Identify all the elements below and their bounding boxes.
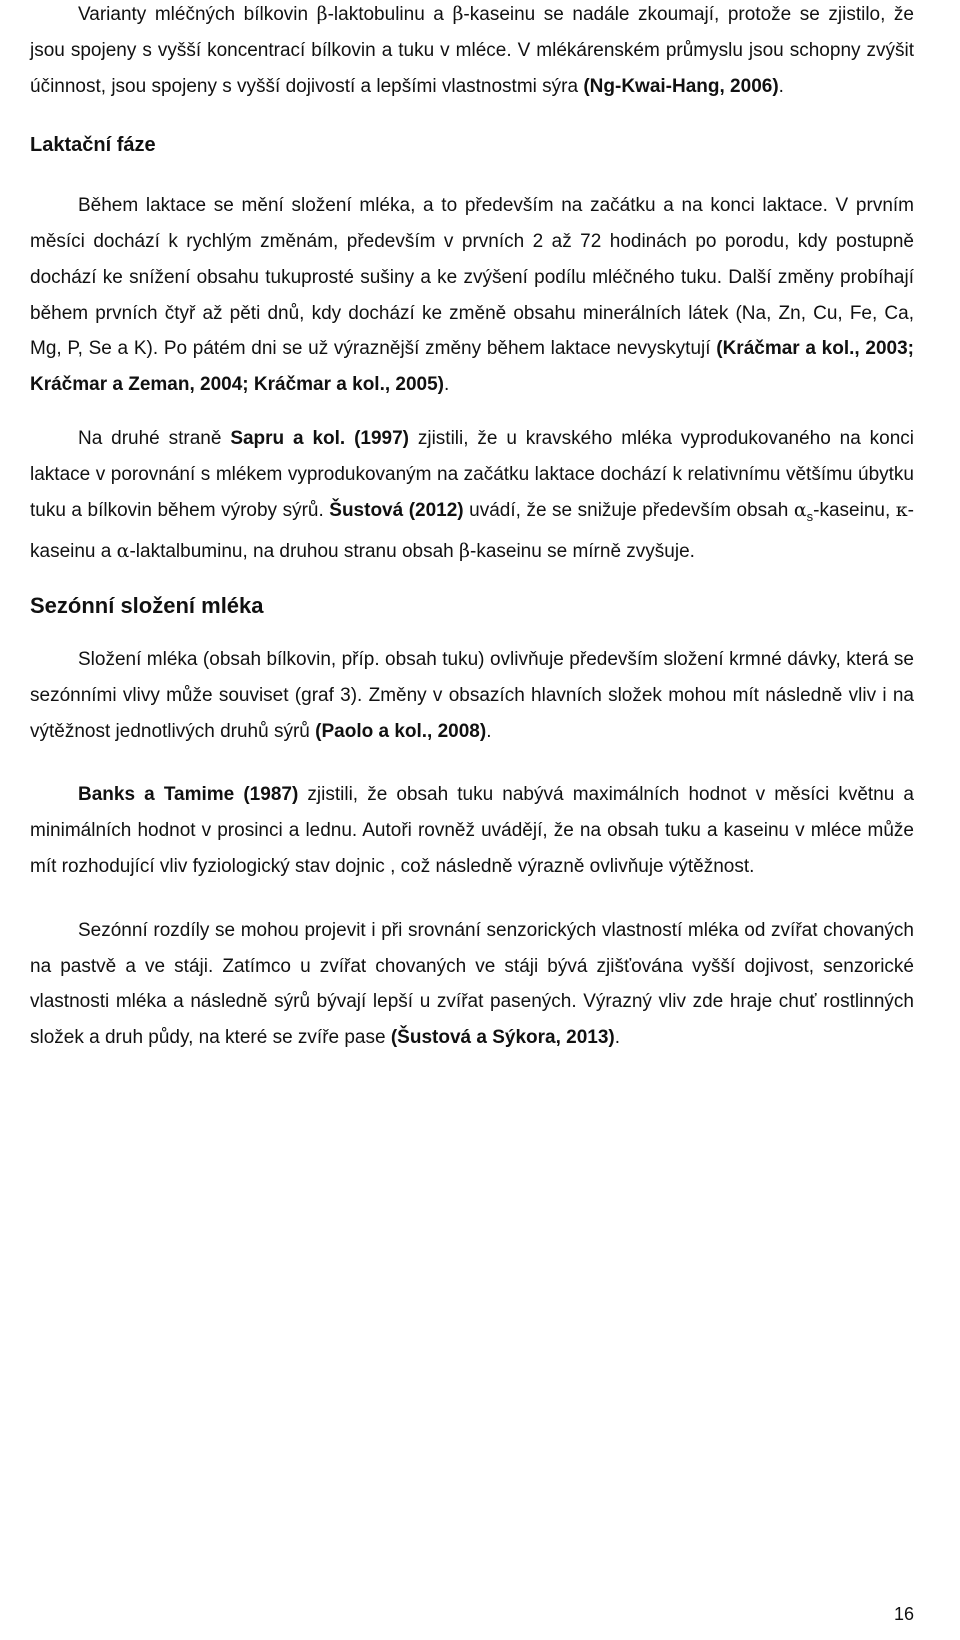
text-run: -laktalbuminu, na druhou stranu obsah: [129, 541, 460, 563]
text-run: -laktobulinu a: [327, 4, 453, 25]
text-run: uvádí, že se snižuje především obsah: [463, 499, 794, 521]
greek-beta: β: [316, 3, 328, 25]
greek-alpha: α: [116, 540, 130, 563]
citation: Sapru a kol. (1997): [230, 427, 409, 449]
text-run: -kaseinu,: [813, 499, 896, 521]
text-run: zjistili, že u kravského mléka vyprodukovaného na konci laktace v porovnání s mlékem vyprodukovaným na začátku laktace dochází k relativnímu většímu úbytku tuku a bílkovin během výroby sýrů.: [30, 427, 915, 521]
text-run: Složení mléka (obsah bílkovin, příp. obsah tuku) ovlivňuje především složení krmné dávky, která se sezónními vlivy může souviset (graf 3). Změny v obsazích hlavních složek mohou mít následně vliv i na výtěžnost jednotlivých druhů sýrů: [30, 648, 914, 742]
text-run: Sezónní rozdíly se mohou projevit i při srovnání senzorických vlastností mléka od zvířat chovaných na pastvě a ve stáji. Zatímco u zvířat chovaných ve stáji bývá zjišťována vyšší dojivost, senzorické vlastnosti mléka a následně sýrů bývají lepší u zvířat pasených. Výrazný vliv zde hraje chuť rostlinných složek a druh půdy, na které se zvíře pase: [30, 919, 914, 1049]
text-run: .: [486, 720, 492, 742]
text-run: .: [444, 374, 450, 396]
paragraph-protein-variants: [30, 0, 914, 104]
text-run: .: [778, 75, 784, 97]
document-page: [30, 0, 914, 1056]
text-run: -kaseinu se nadále zkoumají, protože se zjistilo, že jsou spojeny s vyšší koncentrací bílkovin a tuku v mléce. V mlékárenském průmyslu jsou schopny zvýšit účinnost, jsou spojeny s vyšší dojivostí a lepšími vlastnostmi sýra: [30, 4, 915, 97]
paragraph-seasonal-feed: [30, 642, 914, 749]
greek-alpha: α: [793, 498, 807, 521]
subscript: s: [806, 508, 814, 524]
text-run: -kaseinu se mírně zvyšuje.: [470, 541, 695, 563]
greek-kappa: κ: [895, 498, 908, 521]
citation: (Šustová a Sýkora, 2013): [390, 1027, 615, 1049]
citation: (Kráčmar a kol., 2003; Kráčmar a Zeman, 2004; Kráčmar a kol., 2005): [30, 338, 914, 396]
citation: Banks a Tamime (1987): [78, 784, 299, 806]
text-run: .: [614, 1027, 621, 1049]
text-run: zjistili, že obsah tuku nabývá maximálních hodnot v měsíci květnu a minimálních hodnot v prosinci a lednu. Autoři rovněž uvádějí, že na obsah tuku a kaseinu v mléce může mít rozhodující vliv fyziologický stav dojnic , což následně výrazně ovlivňuje výtěžnost.: [30, 784, 914, 877]
text-run: Na druhé straně: [78, 427, 231, 449]
section-heading-seasonal: Sezónní složení mléka: [30, 592, 264, 618]
text-run: -kaseinu a: [30, 499, 914, 563]
paragraph-late-lactation: [30, 421, 914, 570]
greek-beta: β: [452, 3, 464, 25]
page-number: 16: [893, 1604, 914, 1624]
citation: Šustová (2012): [329, 499, 464, 521]
paragraph-sensory: [30, 913, 914, 1056]
greek-beta: β: [459, 540, 470, 563]
paragraph-lactation: [30, 188, 914, 403]
citation: (Ng-Kwai-Hang, 2006): [583, 75, 779, 97]
text-run: Varianty mléčných bílkovin: [78, 4, 317, 25]
text-run: Během laktace se mění složení mléka, a to především na začátku a na konci laktace. V prvním měsíci dochází k rychlým změnám, především v prvních 2 až 72 hodinách po porodu, kdy postupně dochází ke snížení obsahu tukuprosté sušiny a ke zvýšení podílu mléčného tuku. Další změny probíhají během prvních čtyř až pěti dnů, kdy dochází ke změně obsahu minerálních látek (Na, Zn, Cu, Fe, Ca, Mg, P, Se a K). Po pátém dni se už výraznější změny během laktace nevyskytují: [30, 195, 914, 360]
paragraph-fat-content: [30, 777, 914, 884]
citation: (Paolo a kol., 2008): [315, 720, 487, 742]
section-heading-lactation: Laktační fáze: [30, 134, 156, 157]
